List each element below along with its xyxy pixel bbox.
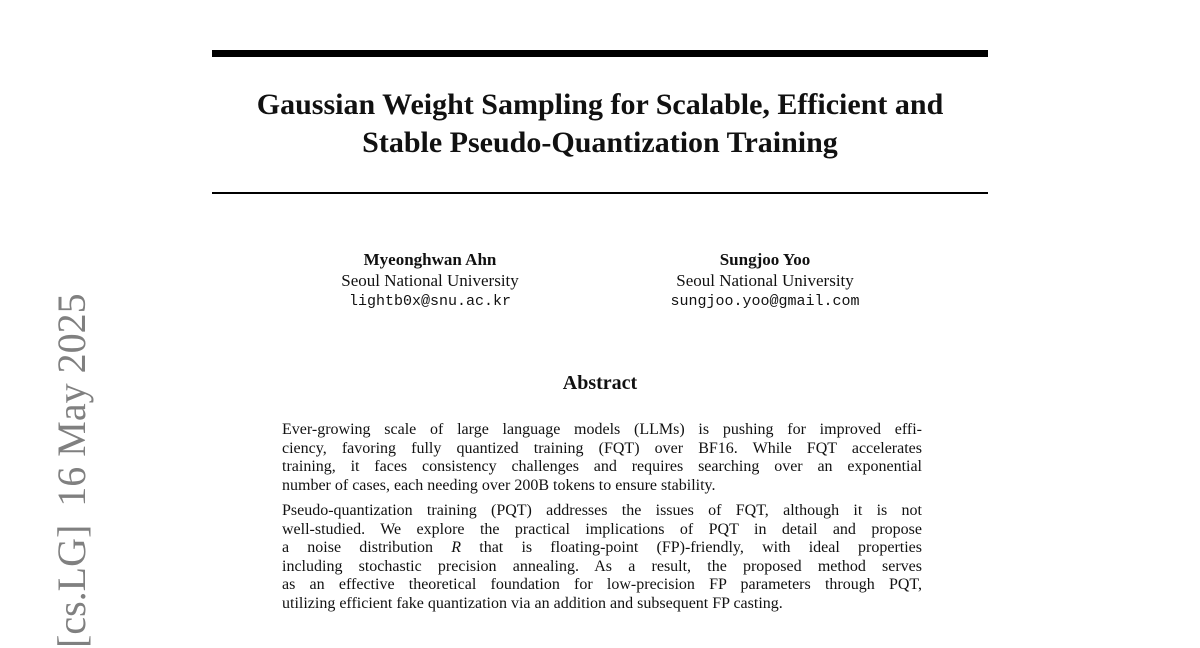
abstract-heading: Abstract bbox=[562, 372, 638, 394]
title-line-2: Stable Pseudo-Quantization Training bbox=[362, 126, 838, 159]
abstract-body bbox=[282, 421, 922, 620]
abstract-paragraph-2 bbox=[282, 502, 922, 613]
arxiv-stamp bbox=[48, 293, 96, 648]
title-line-1: Gaussian Weight Sampling for Scalable, Efficient and bbox=[256, 88, 944, 121]
arxiv-category: [cs.LG] bbox=[49, 524, 94, 648]
author-block-1 bbox=[280, 249, 580, 312]
abstract-line: Pseudo-quantization training (PQT) addresses the issues of FQT, although it is not bbox=[282, 502, 922, 519]
title-top-rule bbox=[212, 50, 988, 57]
abstract-text-fragment: a noise distribution bbox=[282, 539, 452, 556]
author-block-2 bbox=[615, 249, 915, 312]
author-affiliation: Seoul National University bbox=[341, 271, 519, 290]
paper-title bbox=[212, 86, 988, 162]
abstract-line: number of cases, each needing over 200B tokens to ensure stability. bbox=[282, 476, 716, 494]
author-affiliation: Seoul National University bbox=[676, 271, 854, 290]
abstract-text-fragment: that is floating-point (FP)-friendly, with ideal properties bbox=[461, 539, 923, 556]
abstract-line: including stochastic precision annealing. As a result, the proposed method serves bbox=[282, 557, 922, 575]
arxiv-date: 16 May 2025 bbox=[49, 293, 94, 507]
abstract-line: utilizing efficient fake quantization via an addition and subsequent FP casting. bbox=[282, 594, 783, 612]
abstract-paragraph-1 bbox=[282, 421, 922, 495]
abstract-line: training, it faces consistency challenges and requires searching over an exponential bbox=[282, 458, 922, 475]
author-name: Sungjoo Yoo bbox=[719, 250, 811, 269]
abstract-line: Ever-growing scale of large language models (LLMs) is pushing for improved effi- bbox=[282, 421, 922, 438]
abstract-line: well-studied. We explore the practical implications of PQT in detail and propose bbox=[282, 520, 922, 538]
math-variable: R bbox=[451, 539, 462, 556]
author-email: sungjoo.yoo@gmail.com bbox=[670, 293, 860, 310]
abstract-line: ciency, favoring fully quantized training (FQT) over BF16. While FQT accelerates bbox=[282, 439, 922, 457]
author-name: Myeonghwan Ahn bbox=[363, 250, 497, 269]
title-bottom-rule bbox=[212, 192, 988, 194]
author-email: lightb0x@snu.ac.kr bbox=[348, 293, 512, 310]
abstract-line bbox=[282, 539, 922, 558]
abstract-line: as an effective theoretical foundation for low-precision FP parameters through PQT, bbox=[282, 576, 922, 593]
